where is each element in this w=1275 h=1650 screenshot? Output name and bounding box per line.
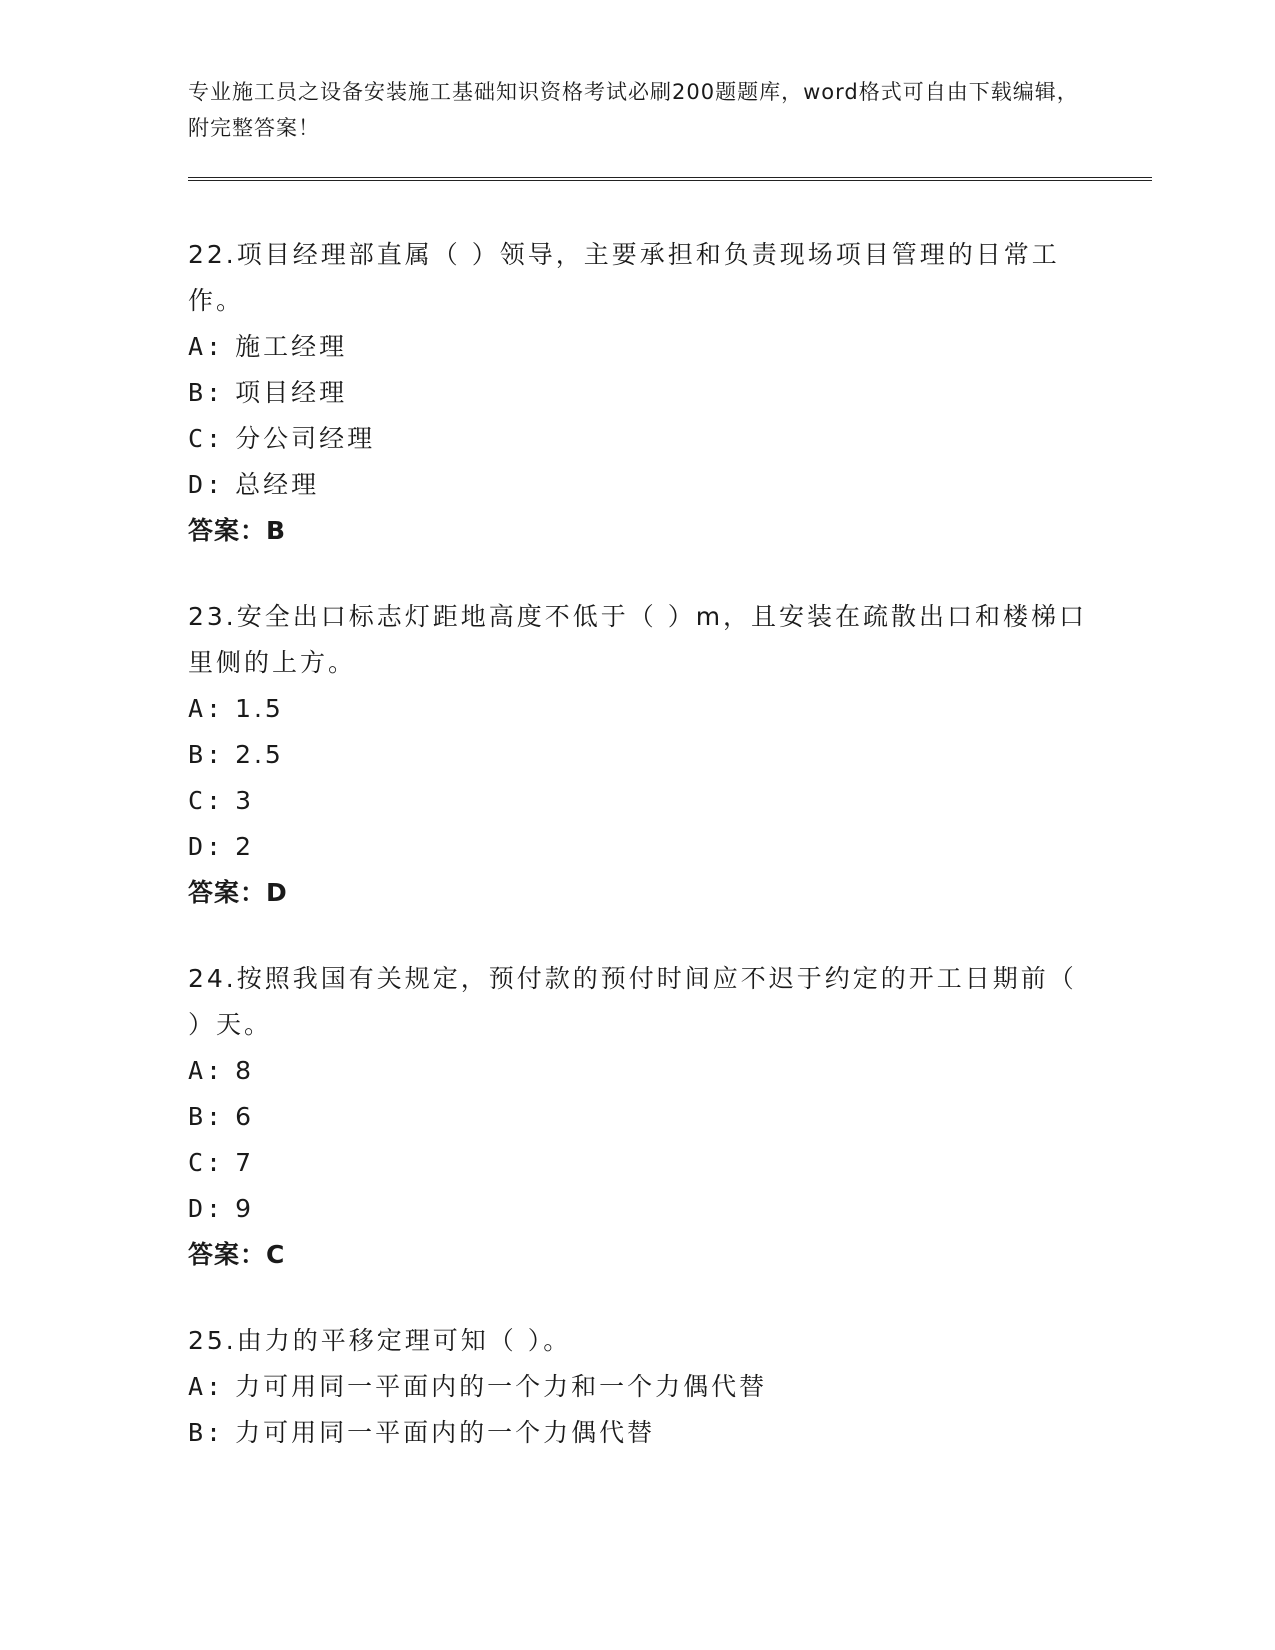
option-letter: C: (188, 424, 225, 453)
option-letter: D: (188, 832, 225, 861)
question-stem: 25.由力的平移定理可知（ ）。 (188, 1326, 572, 1355)
answer-line: 答案：B (188, 516, 287, 545)
document-header: 专业施工员之设备安装施工基础知识资格考试必刷200题题库，word格式可自由下载编辑，附完整答案！ (188, 80, 1079, 140)
option-text: 3 (235, 786, 254, 815)
option-a (188, 1048, 1088, 1094)
option-letter: C: (188, 786, 225, 815)
option-text: 6 (235, 1102, 254, 1131)
option-letter: B: (188, 740, 225, 769)
option-b (188, 370, 1088, 416)
option-c (188, 778, 1088, 824)
option-a (188, 686, 1088, 732)
question-stem: 24.按照我国有关规定，预付款的预付时间应不迟于约定的开工日期前（ ）天。 (188, 964, 1077, 1039)
option-letter: A: (188, 1056, 225, 1085)
question-23 (188, 594, 1088, 916)
option-text: 力可用同一平面内的一个力偶代替 (235, 1418, 656, 1447)
option-text: 施工经理 (235, 332, 348, 361)
option-text: 分公司经理 (235, 424, 376, 453)
option-d (188, 1186, 1088, 1232)
answer-line: 答案：C (188, 1240, 286, 1269)
option-text: 9 (235, 1194, 254, 1223)
header-divider (188, 177, 1152, 181)
question-list (188, 232, 1088, 1496)
option-text: 力可用同一平面内的一个力和一个力偶代替 (235, 1372, 768, 1401)
question-22 (188, 232, 1088, 554)
option-text: 7 (235, 1148, 254, 1177)
option-text: 项目经理 (235, 378, 348, 407)
question-stem: 22.项目经理部直属（ ）领导，主要承担和负责现场项目管理的日常工作。 (188, 240, 1060, 315)
option-text: 2.5 (235, 740, 284, 769)
option-letter: D: (188, 1194, 225, 1223)
option-letter: B: (188, 1418, 225, 1447)
option-b (188, 1410, 1088, 1456)
option-text: 2 (235, 832, 254, 861)
option-d (188, 824, 1088, 870)
option-letter: B: (188, 1102, 225, 1131)
option-text: 总经理 (235, 470, 320, 499)
option-c (188, 1140, 1088, 1186)
option-d (188, 462, 1088, 508)
question-24 (188, 956, 1088, 1278)
option-b (188, 732, 1088, 778)
option-letter: A: (188, 332, 225, 361)
option-a (188, 324, 1088, 370)
answer-line: 答案：D (188, 878, 288, 907)
option-a (188, 1364, 1088, 1410)
option-letter: A: (188, 1372, 225, 1401)
option-c (188, 416, 1088, 462)
option-text: 8 (235, 1056, 254, 1085)
option-letter: B: (188, 378, 225, 407)
option-letter: A: (188, 694, 225, 723)
option-b (188, 1094, 1088, 1140)
option-text: 1.5 (235, 694, 284, 723)
option-letter: C: (188, 1148, 225, 1177)
question-25 (188, 1318, 1088, 1456)
option-letter: D: (188, 470, 225, 499)
question-stem: 23.安全出口标志灯距地高度不低于（ ）m，且安装在疏散出口和楼梯口里侧的上方。 (188, 602, 1088, 677)
